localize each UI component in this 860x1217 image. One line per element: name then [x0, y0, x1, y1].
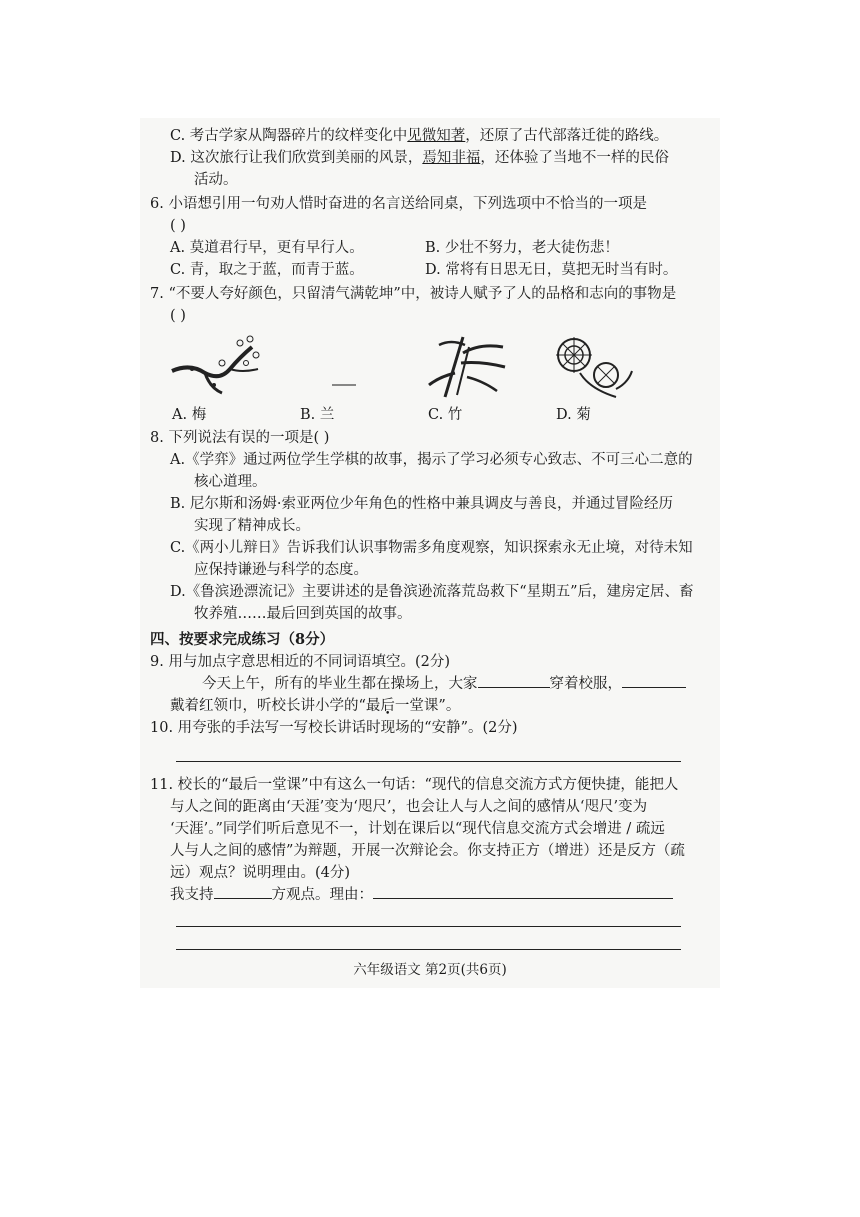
q9-line-2-text-b: 一堂课”。	[394, 698, 461, 714]
q9-line-1-text: 今天上午，所有的毕业生都在操场上，大家	[202, 676, 478, 692]
exam-content	[150, 125, 705, 950]
q6-option-b: B. 少壮不努力，老大徒伤悲！	[425, 240, 619, 256]
q11-line-3: ‘天涯’。”同学们听后意见不一，计划在课后以“现代信息交流方式会增进 / 疏远	[170, 821, 665, 837]
q5-option-c	[150, 125, 705, 147]
q6-stem: 6. 小语想引用一句劝人惜时奋进的名言送给同桌，下列选项中不恰当的一项是	[150, 196, 647, 212]
q10-answer-line[interactable]	[176, 739, 681, 762]
q5-option-d-cont: 活动。	[194, 172, 238, 188]
page-footer: 六年级语文 第2页(共6页)	[353, 962, 507, 978]
chrysanthemum-icon	[550, 333, 635, 399]
q7-labels	[150, 403, 705, 427]
q11-line-4: 人与人之间的感情”为辩题，开展一次辩论会。你支持正方（增进）还是反方（疏	[170, 843, 685, 859]
bamboo-icon	[425, 333, 510, 399]
q6-options-row-2	[150, 259, 705, 281]
q11-reason-blank-1[interactable]	[373, 884, 673, 899]
q11-side-blank[interactable]	[214, 884, 272, 899]
q5-option-d-term: 焉知非福	[422, 150, 481, 166]
q5-option-d-text: D. 这次旅行让我们欣赏到美丽的风景，	[170, 150, 423, 166]
q11-reason-line-3[interactable]	[176, 927, 681, 950]
q7-pictures	[170, 333, 705, 403]
q11-reason-line-2[interactable]	[176, 906, 681, 927]
q6-option-a: A. 莫道君行早，更有早行人。	[170, 240, 364, 256]
q8-option-b-1: B. 尼尔斯和汤姆·索亚两位少年角色的性格中兼具调皮与善良，并通过冒险经历	[170, 496, 673, 512]
section-4-heading: 四、按要求完成练习（8分）	[150, 631, 335, 648]
orchid-icon	[330, 333, 360, 399]
q9-line-1	[150, 673, 705, 695]
q11-support-line	[150, 884, 705, 906]
q8-option-d-1: D.《鲁滨逊漂流记》主要讲述的是鲁滨逊流落荒岛救下“星期五”后，建房定居、畜	[170, 584, 694, 600]
q9-blank-2[interactable]	[622, 673, 686, 688]
q9-line-2	[150, 695, 705, 717]
q6-option-d: D. 常将有日思无日，莫把无时当有时。	[425, 262, 678, 278]
q6-answer-paren: ( )	[170, 218, 186, 234]
q5-option-c-text: C. 考古学家从陶器碎片的纹样变化中	[170, 128, 408, 144]
q11-line-5: 远）观点？说明理由。(4分)	[170, 865, 351, 881]
q9-blank-1[interactable]	[478, 673, 550, 688]
q7-answer-paren: ( )	[170, 308, 186, 324]
q11-reason-label: 方观点。理由：	[271, 887, 373, 903]
plum-blossom-icon	[170, 333, 265, 399]
q11-line-2: 与人之间的距离由‘天涯’变为‘咫尺’，也会让人与人之间的感情从‘咫尺’变为	[170, 799, 648, 815]
q6-option-c: C. 青，取之于蓝，而青于蓝。	[170, 262, 364, 278]
q9-line-2-text: 戴着红领巾，听校长讲小学的“最	[170, 698, 381, 714]
q7-label-a: A. 梅	[172, 407, 207, 423]
q5-option-d	[150, 147, 705, 169]
q7-label-c: C. 竹	[428, 407, 463, 423]
q11-line-1: 11. 校长的“最后一堂课”中有这么一句话：“现代的信息交流方式方便快捷，能把人	[150, 777, 679, 793]
q5-option-d-text-end: ，还体验了当地不一样的民俗	[480, 150, 669, 166]
q8-stem: 8. 下列说法有误的一项是( )	[150, 430, 330, 446]
q8-option-a-1: A.《学弈》通过两位学生学棋的故事，揭示了学习必须专心致志、不可三心二意的	[170, 452, 693, 468]
q9-emphasis-char: 后	[380, 698, 395, 714]
q8-option-b-2: 实现了精神成长。	[194, 518, 310, 534]
q9-stem: 9. 用与加点字意思相近的不同词语填空。(2分)	[150, 654, 450, 670]
q9-line-1-text-b: 穿着校服，	[549, 676, 622, 692]
q10-stem: 10. 用夸张的手法写一写校长讲话时现场的“安静”。(2分)	[150, 720, 518, 736]
q11-support-label: 我支持	[170, 887, 214, 903]
q5-option-c-text-end: ，还原了古代部落迁徙的路线。	[465, 128, 669, 144]
q8-option-a-2: 核心道理。	[194, 474, 267, 490]
q6-options-row-1	[150, 237, 705, 259]
q7-label-b: B. 兰	[300, 407, 335, 423]
q8-option-d-2: 牧养殖……最后回到英国的故事。	[194, 606, 412, 622]
q7-label-d: D. 菊	[556, 407, 591, 423]
q8-option-c-2: 应保持谦逊与科学的态度。	[194, 562, 368, 578]
q5-option-c-term: 见微知著	[407, 128, 466, 144]
q7-stem: 7. “不要人夸好颜色，只留清气满乾坤”中，被诗人赋予了人的品格和志向的事物是	[150, 286, 677, 302]
q8-option-c-1: C.《两小儿辩日》告诉我们认识事物需多角度观察，知识探索永无止境，对待未知	[170, 540, 693, 556]
